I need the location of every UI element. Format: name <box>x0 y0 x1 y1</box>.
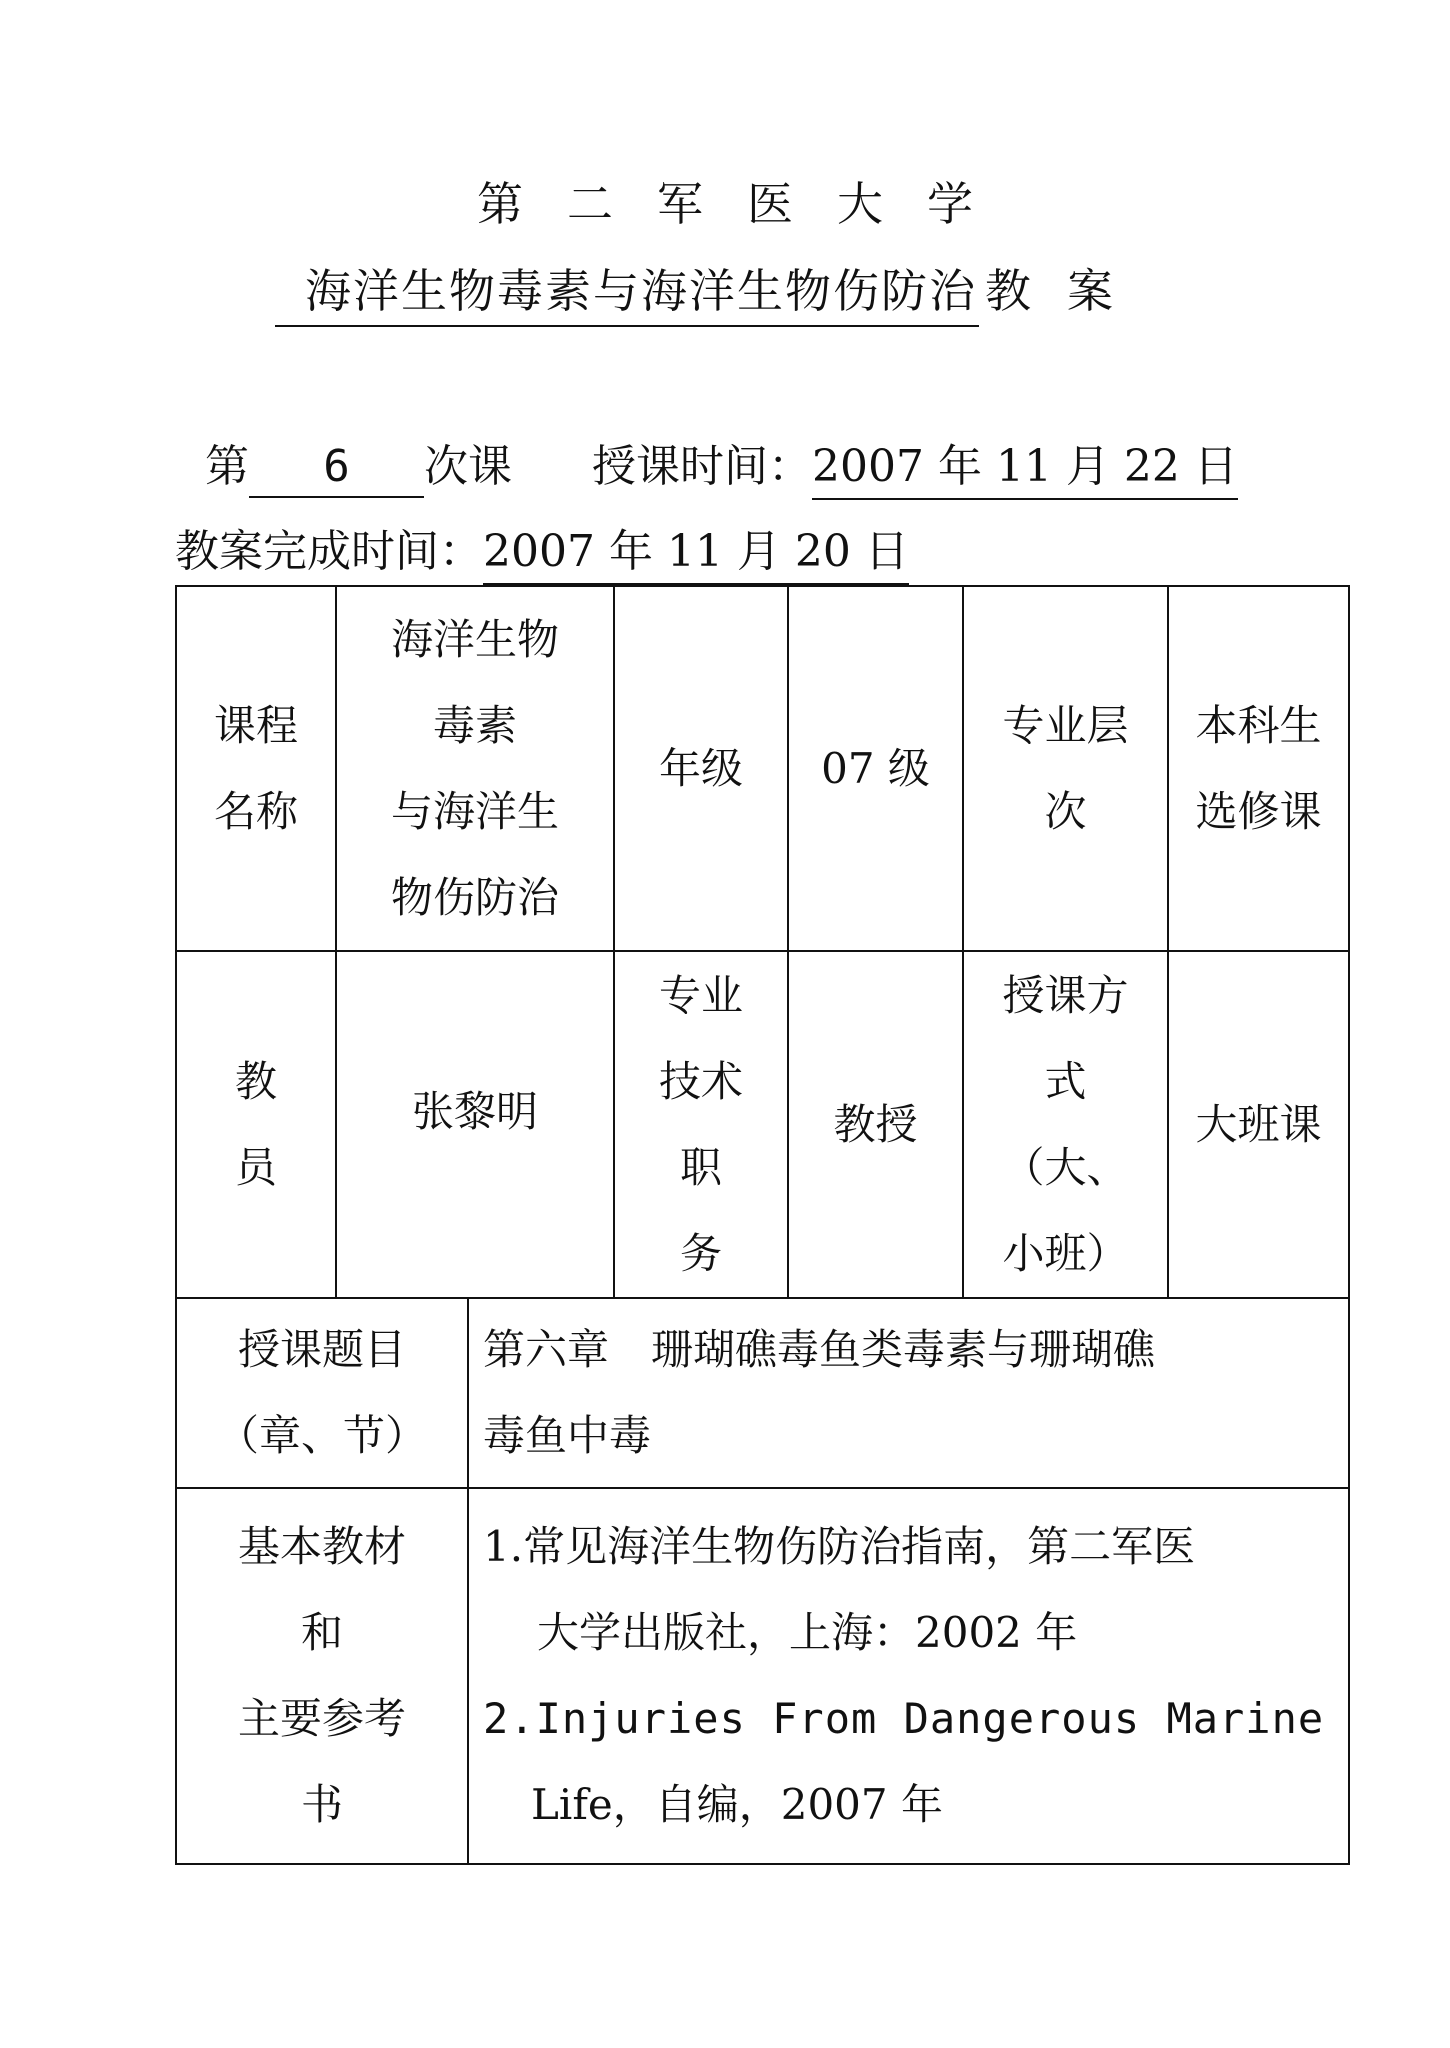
teach-time-label: 授课时间： <box>592 441 812 492</box>
course-title: 海洋生物毒素与海洋生物伤防治 <box>275 255 979 327</box>
teach-time-value: 2007 年 11 月 22 日 <box>812 430 1238 500</box>
book-1-line-1: 1.常见海洋生物伤防治指南，第二军医 <box>483 1522 1196 1571</box>
book-2-line-1: 2.Injuries From Dangerous Marine <box>483 1694 1325 1743</box>
plan-line <box>175 515 909 585</box>
plan-time-value: 2007 年 11 月 20 日 <box>483 515 909 585</box>
course-name-value: 海洋生物 毒素 与海洋生 物伤防治 <box>390 614 559 922</box>
professional-title-label: 专业 技术 职 务 <box>658 970 743 1278</box>
lesson-line <box>205 430 1238 500</box>
teacher-label: 教 员 <box>234 1056 277 1192</box>
course-name-label: 课程 名称 <box>213 700 298 836</box>
professional-title-value: 教授 <box>833 1099 918 1149</box>
lesson-number: 6 <box>249 441 424 498</box>
books-list <box>483 1489 1343 1863</box>
plan-time-label: 教案完成时间： <box>175 526 483 577</box>
course-plan-title <box>275 255 1149 327</box>
level-value: 本科生 选修课 <box>1195 700 1322 836</box>
lesson-prefix: 第 <box>205 441 249 492</box>
grade-value: 07 级 <box>821 743 930 793</box>
topic-label: 授课题目 （章、节） <box>216 1325 427 1460</box>
grade-label: 年级 <box>658 743 743 793</box>
topic-value: 第六章 珊瑚礁毒鱼类毒素与珊瑚礁 毒鱼中毒 <box>483 1325 1156 1460</box>
doc-type: 教案 <box>985 264 1149 318</box>
teaching-mode-label: 授课方 式 （大、 小班） <box>1002 970 1129 1278</box>
lesson-suffix: 次课 <box>424 441 512 492</box>
teaching-mode-value: 大班课 <box>1195 1099 1322 1149</box>
teacher-value: 张黎明 <box>411 1087 538 1136</box>
book-2-line-2: Life，自编，2007 年 <box>531 1780 943 1829</box>
books-label: 基本教材 和 主要参考 书 <box>237 1522 406 1829</box>
level-label: 专业层 次 <box>1002 700 1129 836</box>
book-1-line-2: 大学出版社，上海：2002 年 <box>537 1608 1078 1657</box>
university-title: 第二军医大学 <box>477 177 1017 231</box>
lesson-info-table <box>175 585 1350 1865</box>
